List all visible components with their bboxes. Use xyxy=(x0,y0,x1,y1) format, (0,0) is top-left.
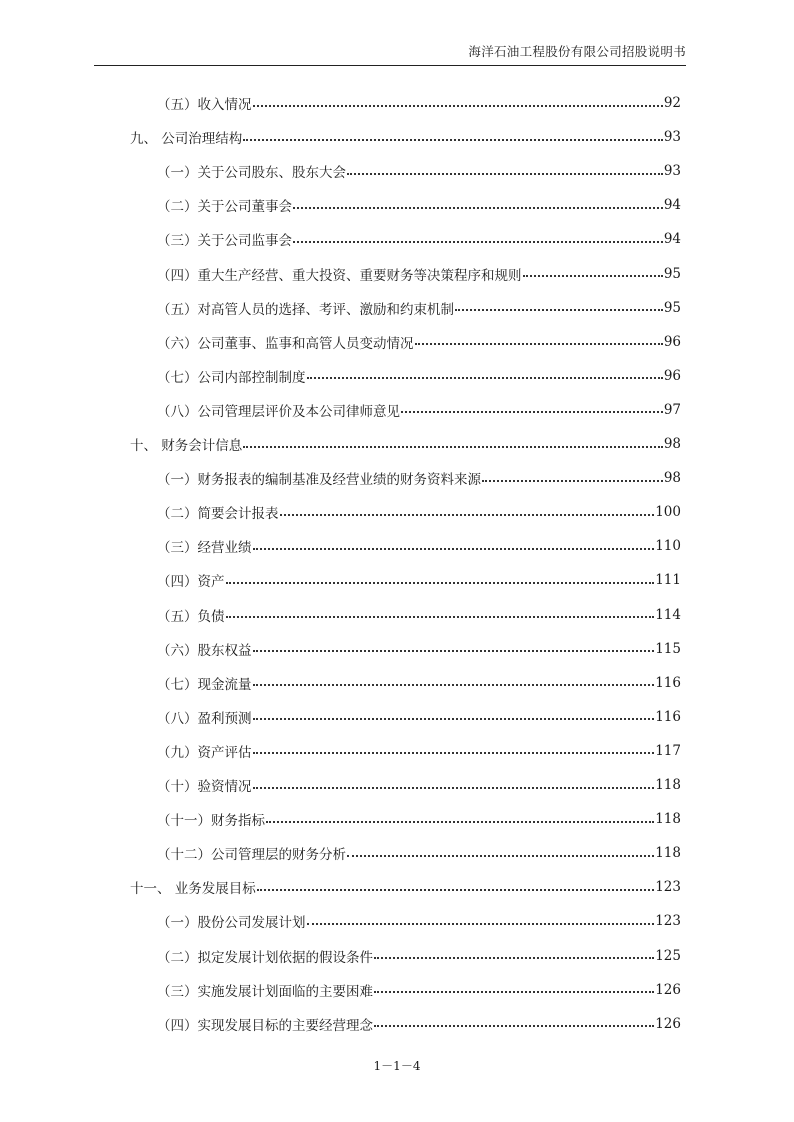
toc-entry-label: （十）验资情况 xyxy=(157,779,252,795)
toc-chapter-entry[interactable] xyxy=(130,120,681,154)
toc-section-entry[interactable] xyxy=(157,222,681,256)
toc-page-number: 111 xyxy=(655,572,681,589)
toc-page-number: 110 xyxy=(655,538,681,555)
toc-dot-leader xyxy=(257,888,654,891)
toc-section-entry[interactable] xyxy=(157,904,681,938)
toc-dot-leader xyxy=(266,820,654,823)
toc-chapter-entry[interactable] xyxy=(130,870,681,904)
toc-page-number: 125 xyxy=(655,947,681,964)
toc-entry-label: （五）收入情况 xyxy=(157,97,252,113)
toc-section-entry[interactable] xyxy=(157,734,681,768)
toc-entry-label: （一）财务报表的编制基准及经营业绩的财务资料来源 xyxy=(157,472,481,489)
toc-page-number: 118 xyxy=(655,845,681,862)
toc-section-entry[interactable] xyxy=(157,768,681,802)
toc-dot-leader xyxy=(347,172,663,175)
toc-page-number: 114 xyxy=(655,606,681,623)
toc-section-entry[interactable] xyxy=(157,563,681,597)
toc-entry-label: （十二）公司管理层的财务分析 xyxy=(157,847,346,864)
toc-section-entry[interactable] xyxy=(157,154,681,188)
toc-page-number: 118 xyxy=(655,777,681,793)
toc-dot-leader xyxy=(253,104,663,107)
toc-section-entry[interactable] xyxy=(157,632,681,666)
toc-dot-leader xyxy=(293,206,663,209)
toc-entry-label: （八）公司管理层评价及本公司律师意见 xyxy=(157,403,400,420)
header-divider xyxy=(94,65,686,66)
toc-section-entry[interactable] xyxy=(157,973,681,1007)
toc-section-entry[interactable] xyxy=(157,188,681,222)
toc-dot-leader xyxy=(455,308,663,311)
toc-dot-leader xyxy=(253,717,655,720)
toc-dot-leader xyxy=(280,513,655,516)
toc-page-number: 93 xyxy=(663,129,681,146)
toc-page-number: 117 xyxy=(655,742,681,759)
toc-page-number: 123 xyxy=(655,879,681,896)
toc-entry-label: 十、 财务会计信息 xyxy=(130,438,243,454)
toc-dot-leader xyxy=(243,138,663,141)
toc-entry-label: 十一、 业务发展目标 xyxy=(130,881,256,898)
toc-chapter-entry[interactable] xyxy=(130,427,681,461)
toc-entry-label: 九、 公司治理结构 xyxy=(130,131,243,148)
toc-entry-label: （七）现金流量 xyxy=(157,676,252,693)
toc-section-entry[interactable] xyxy=(157,495,681,529)
toc-dot-leader xyxy=(307,376,663,379)
toc-section-entry[interactable] xyxy=(157,939,681,973)
toc-entry-label: （四）重大生产经营、重大投资、重要财务等决策程序和规则 xyxy=(157,267,522,284)
toc-page-number: 92 xyxy=(663,95,681,111)
toc-section-entry[interactable] xyxy=(157,325,681,359)
toc-section-entry[interactable] xyxy=(157,291,681,325)
toc-dot-leader xyxy=(523,274,663,277)
toc-dot-leader xyxy=(482,479,663,482)
toc-page-number: 116 xyxy=(655,708,681,725)
toc-dot-leader xyxy=(415,342,663,345)
toc-dot-leader xyxy=(253,547,655,550)
toc-dot-leader xyxy=(374,1024,654,1027)
toc-page-number: 95 xyxy=(663,265,681,282)
toc-section-entry[interactable] xyxy=(157,1007,681,1041)
page-number: 1－1－4 xyxy=(373,1059,421,1073)
toc-entry-label: （二）拟定发展计划依据的假设条件 xyxy=(157,949,373,966)
toc-page-number: 94 xyxy=(663,197,681,214)
toc-entry-label: （六）公司董事、监事和高管人员变动情况 xyxy=(157,335,414,352)
toc-page-number: 98 xyxy=(663,470,681,487)
toc-section-entry[interactable] xyxy=(157,359,681,393)
toc-page-number: 96 xyxy=(663,367,681,384)
toc-page-number: 95 xyxy=(663,299,681,316)
toc-dot-leader xyxy=(253,751,655,754)
toc-section-entry[interactable] xyxy=(157,86,681,120)
toc-entry-label: （十一）财务指标 xyxy=(157,813,265,830)
toc-section-entry[interactable] xyxy=(157,393,681,427)
toc-entry-label: （三）经营业绩 xyxy=(157,540,252,557)
toc-entry-label: （一）股份公司发展计划 xyxy=(157,915,306,932)
toc-entry-label: （七）公司内部控制制度 xyxy=(157,369,306,386)
toc-page-number: 115 xyxy=(655,640,681,657)
toc-section-entry[interactable] xyxy=(157,802,681,836)
toc-page-number: 96 xyxy=(663,333,681,350)
toc-page-number: 97 xyxy=(663,401,681,418)
toc-entry-label: （四）资产 xyxy=(157,574,225,591)
toc-section-entry[interactable] xyxy=(157,598,681,632)
toc-entry-label: （二）简要会计报表 xyxy=(157,506,279,523)
toc-dot-leader xyxy=(307,922,655,925)
toc-entry-label: （一）关于公司股东、股东大会 xyxy=(157,165,346,182)
toc-page-number: 94 xyxy=(663,231,681,248)
toc-section-entry[interactable] xyxy=(157,666,681,700)
toc-section-entry[interactable] xyxy=(157,700,681,734)
document-header-title: 海洋石油工程股份有限公司招股说明书 xyxy=(468,44,686,59)
toc-dot-leader xyxy=(401,410,663,413)
toc-entry-label: （二）关于公司董事会 xyxy=(157,199,292,216)
toc-page-number: 93 xyxy=(663,163,681,180)
toc-section-entry[interactable] xyxy=(157,529,681,563)
toc-page-number: 100 xyxy=(655,504,681,521)
toc-page-number: 116 xyxy=(655,674,681,691)
toc-page-number: 123 xyxy=(655,913,681,930)
toc-dot-leader xyxy=(243,445,663,448)
toc-entry-label: （八）盈利预测 xyxy=(157,710,252,727)
toc-dot-leader xyxy=(226,581,655,584)
toc-dot-leader xyxy=(253,649,655,652)
toc-entry-label: （三）实施发展计划面临的主要困难 xyxy=(157,983,373,1000)
toc-section-entry[interactable] xyxy=(157,836,681,870)
toc-entry-label: （四）实现发展目标的主要经营理念 xyxy=(157,1017,373,1034)
toc-page-number: 126 xyxy=(655,1015,681,1032)
toc-dot-leader xyxy=(374,990,654,993)
toc-entry-label: （五）负债 xyxy=(157,608,225,625)
toc-entry-label: （六）股东权益 xyxy=(157,642,252,659)
toc-section-entry[interactable] xyxy=(157,461,681,495)
toc-section-entry[interactable] xyxy=(157,257,681,291)
toc-dot-leader xyxy=(253,683,655,686)
toc-entry-label: （五）对高管人员的选择、考评、激励和约束机制 xyxy=(157,301,454,318)
toc-dot-leader xyxy=(347,854,654,857)
toc-page-number: 118 xyxy=(655,811,681,828)
toc-entry-label: （九）资产评估 xyxy=(157,744,252,761)
toc-dot-leader xyxy=(226,615,655,618)
toc-dot-leader xyxy=(253,786,655,789)
toc-dot-leader xyxy=(293,240,663,243)
toc-dot-leader xyxy=(374,956,654,959)
toc-entry-label: （三）关于公司监事会 xyxy=(157,233,292,250)
toc-page-number: 98 xyxy=(663,436,681,452)
toc-page-number: 126 xyxy=(655,981,681,998)
